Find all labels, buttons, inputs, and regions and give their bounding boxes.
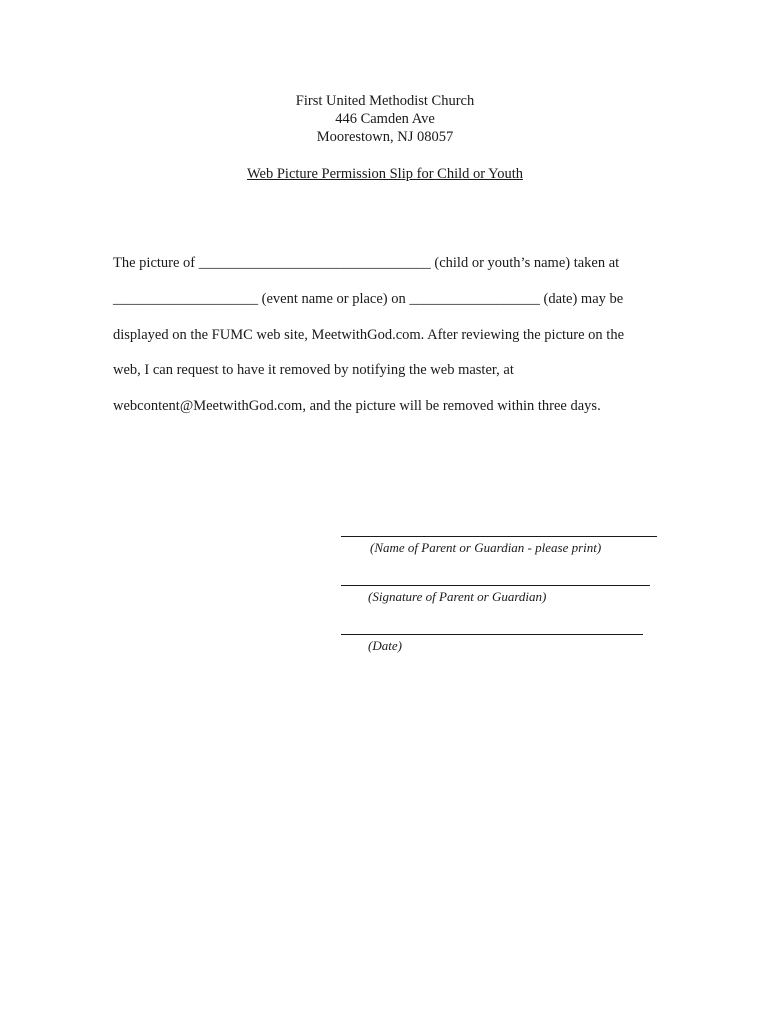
parent-name-caption: (Name of Parent or Guardian - please print) xyxy=(370,540,602,555)
permission-text-line-3: displayed on the FUMC web site, MeetwithGod.com. After reviewing the picture on the xyxy=(113,327,625,343)
permission-text-line-5: webcontent@MeetwithGod.com, and the picture will be removed within three days. xyxy=(113,398,601,414)
signature-date-field[interactable] xyxy=(341,634,643,635)
parent-signature-field[interactable] xyxy=(341,585,650,586)
signature-date-caption: (Date) xyxy=(368,638,402,653)
parent-name-field[interactable] xyxy=(341,536,657,537)
permission-text-line-1: The picture of ________________________________ (child or youth’s name) taken at xyxy=(113,255,620,271)
parent-signature-caption: (Signature of Parent or Guardian) xyxy=(368,589,547,604)
church-name: First United Methodist Church xyxy=(295,93,475,109)
church-header xyxy=(0,92,770,146)
church-address: 446 Camden Ave xyxy=(335,111,435,127)
church-city: Moorestown, NJ 08057 xyxy=(316,129,454,145)
form-title: Web Picture Permission Slip for Child or Youth xyxy=(247,166,523,182)
permission-text-line-2: ____________________ (event name or place) on __________________ (date) may be xyxy=(113,291,624,307)
permission-text-line-4: web, I can request to have it removed by notifying the web master, at xyxy=(113,362,514,378)
